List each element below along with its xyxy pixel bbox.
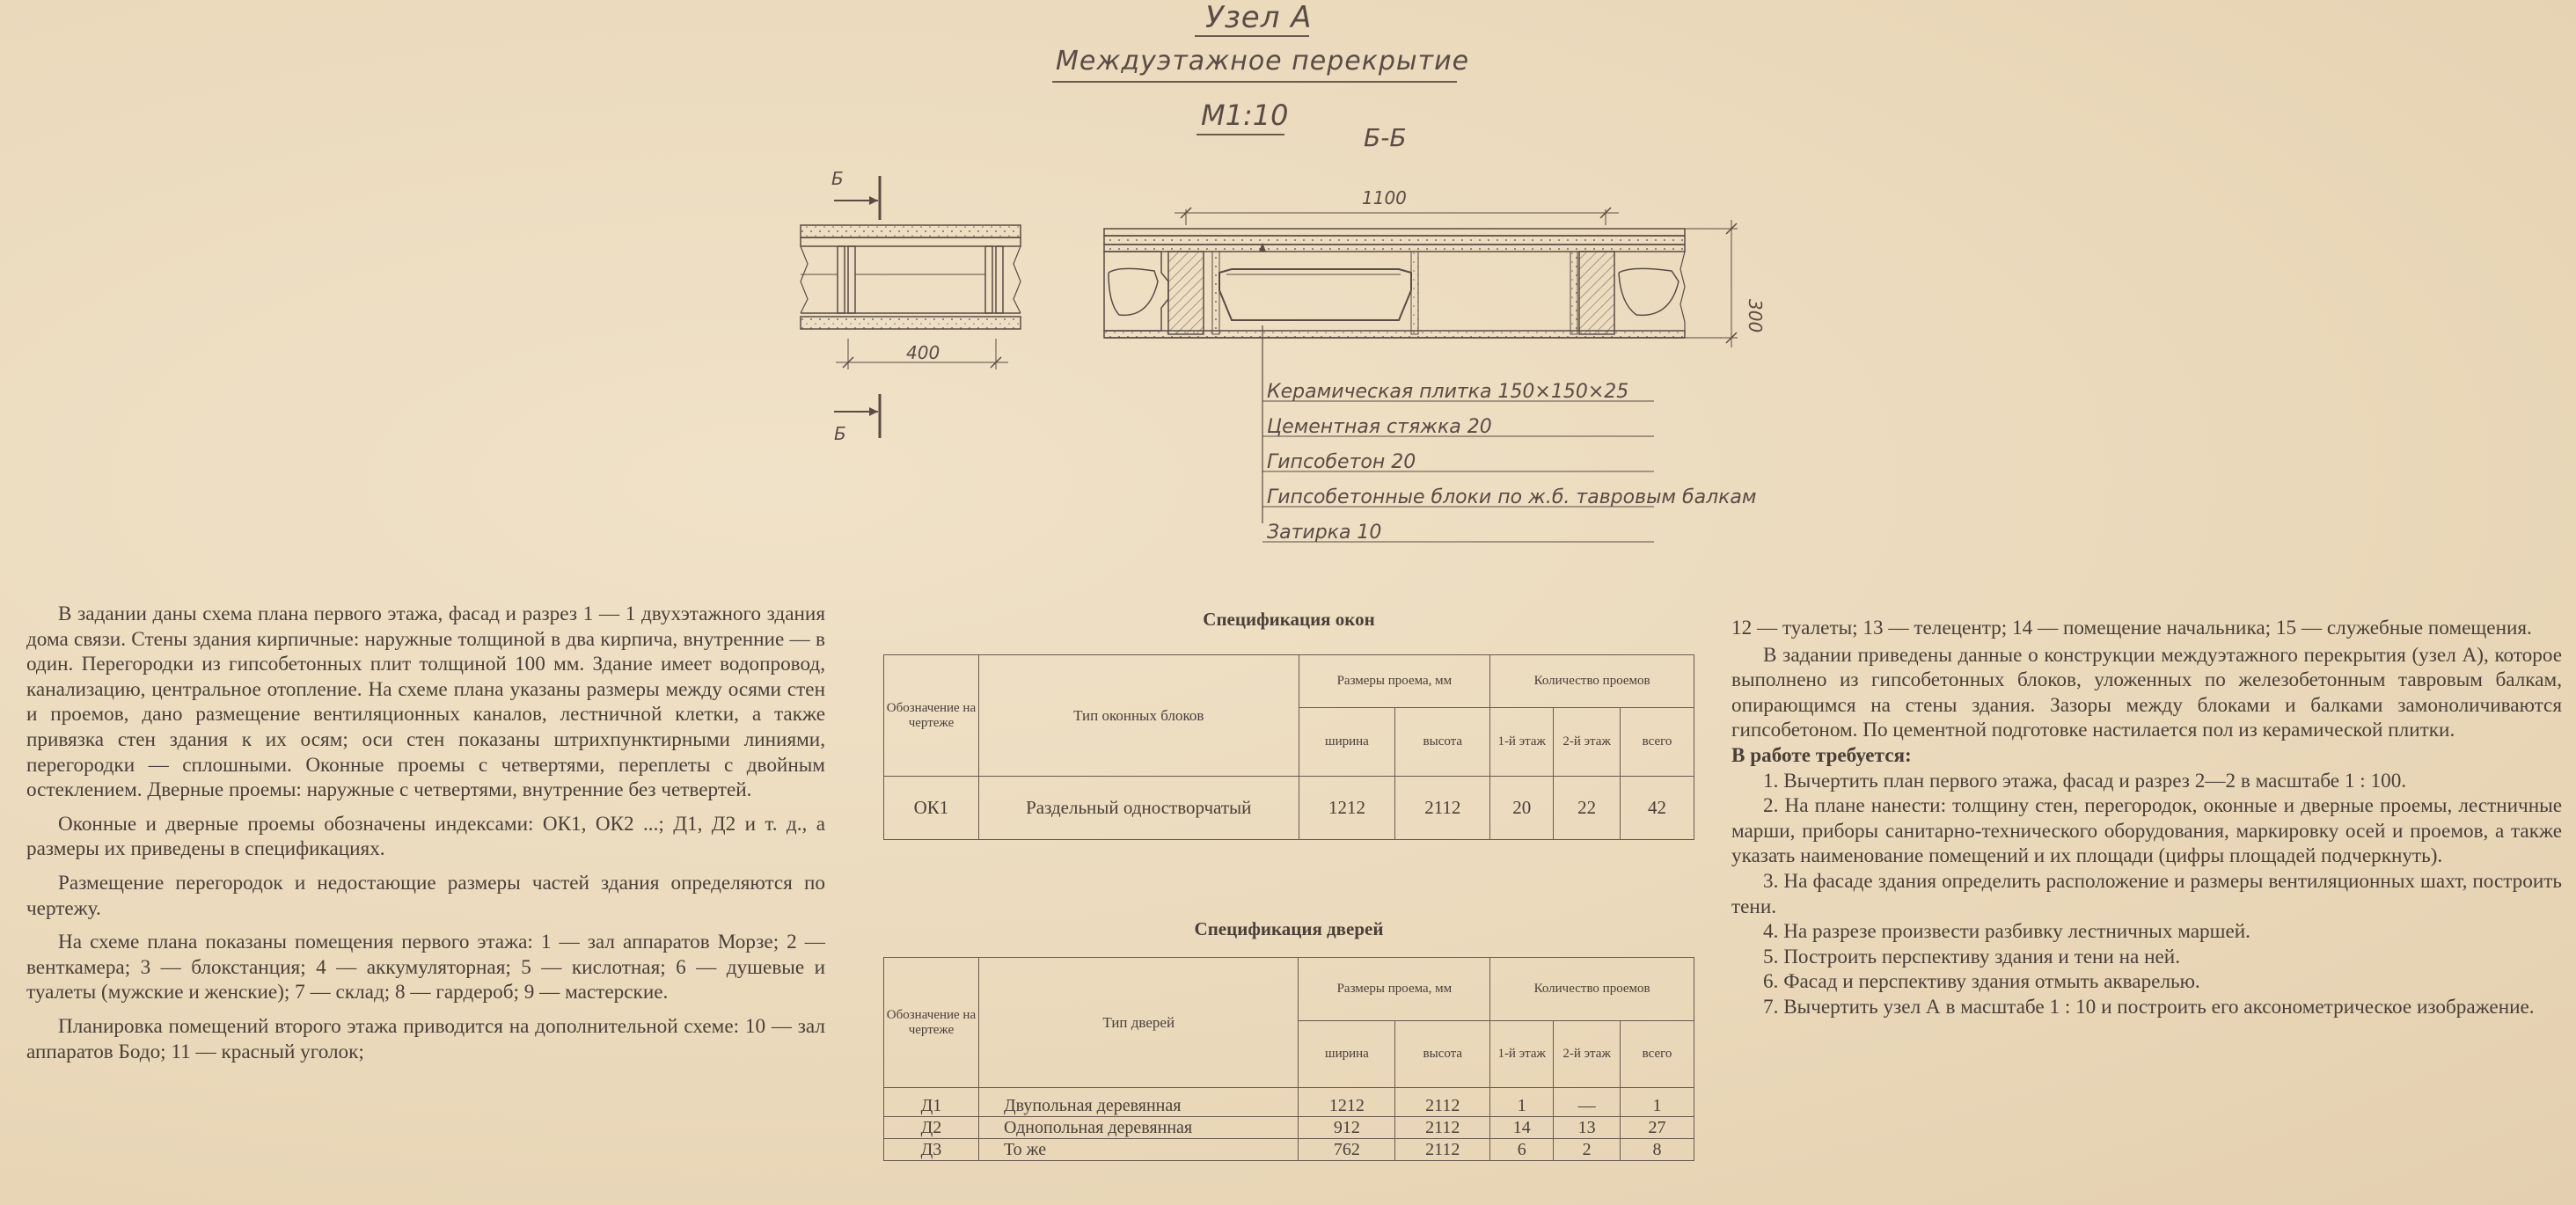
row-floor2: 13 [1554, 1117, 1621, 1139]
subtitle-underline [1052, 81, 1457, 83]
layer-label-5: Затирка 10 [1267, 522, 1382, 544]
paragraph: Оконные и дверные проемы обозначены индексами: ОК1, ОК2 ...; Д1, Д2 и т. д., а размеры их приведены в спецификациях. [26, 812, 825, 861]
drawing-title: Узел А [1205, 0, 1313, 35]
row-width: 912 [1299, 1117, 1395, 1139]
row-type: То же [978, 1139, 1299, 1161]
row-floor1: 20 [1490, 777, 1554, 840]
paragraph: Планировка помещений второго этажа приводится на дополнительной схеме: 10 — зал аппаратов Бодо; 11 — красный уголок; [26, 1014, 825, 1063]
row-type: Однопольная деревянная [978, 1117, 1299, 1139]
col-floor1: 1-й этаж [1490, 1021, 1554, 1088]
col-floor2: 2-й этаж [1554, 1021, 1621, 1088]
paragraph: В задании даны схема плана первого этажа, фасад и разрез 1 — 1 двухэтажного здания дома связи. Стены здания кирпичные: наружные толщиной в два кирпича, внутренние — в один. Перегородки из гипсобетонных плит толщиной 100 мм. Здание имеет водопровод, канализацию, центральное отопление. На схеме плана указаны размеры между осями стен и проемов, дано размещение вентиляционных каналов, лестничной клетки, а также привязка стен здания к их осям; оси стен показаны штрихпунктирными линиями, перегородки — сплошными. Оконные проемы с четвертями, переплеты с двойным остеклением. Дверные проемы: наружные с четвертями, внутренние без четвертей. [26, 602, 825, 802]
row-floor2: — [1554, 1088, 1621, 1117]
cut-label-top: Б [831, 168, 844, 189]
col-quantity: Количество проемов [1490, 958, 1694, 1021]
assignment-text-left [26, 602, 825, 1064]
windows-spec-table [883, 654, 1694, 840]
section-label: Б-Б [1364, 123, 1407, 152]
col-total: всего [1621, 708, 1694, 777]
requirement-item: 4. На разрезе произвести разбивку лестничных маршей. [1763, 920, 2250, 944]
col-height: высота [1395, 1021, 1490, 1088]
row-total: 27 [1621, 1117, 1694, 1139]
floor-section-drawing [774, 158, 1830, 554]
row-width: 1212 [1299, 1088, 1395, 1117]
row-total: 8 [1621, 1139, 1694, 1161]
layer-label-4: Гипсобетонные блоки по ж.б. тавровым балкам [1267, 486, 1757, 508]
col-floor1: 1-й этаж [1490, 708, 1554, 777]
windows-spec-title: Спецификация окон [1203, 609, 1375, 630]
scale-underline [1197, 134, 1284, 135]
drawing-subtitle: Междуэтажное перекрытие [1056, 46, 1470, 77]
row-type: Двупольная деревянная [978, 1088, 1299, 1117]
row-id: Д1 [884, 1088, 979, 1117]
paragraph: Размещение перегородок и недостающие размеры частей здания определяются по чертежу. [26, 871, 825, 920]
requirement-item: 3. На фасаде здания определить расположение и размеры вентиляционных шахт, построить тени. [1731, 869, 2562, 918]
row-id: Д2 [884, 1117, 979, 1139]
layer-label-2: Цементная стяжка 20 [1267, 416, 1492, 438]
layer-label-3: Гипсобетон 20 [1267, 451, 1416, 473]
requirements-heading: В работе требуется: [1731, 743, 1912, 767]
row-id: Д3 [884, 1139, 979, 1161]
row-height: 2112 [1395, 1088, 1490, 1117]
doors-spec-table [883, 957, 1694, 1161]
requirement-item: 6. Фасад и перспективу здания отмыть акварелью. [1763, 970, 2200, 994]
row-width: 762 [1299, 1139, 1395, 1161]
row-floor2: 22 [1554, 777, 1621, 840]
dimension-1100: 1100 [1362, 187, 1407, 208]
requirement-item: 1. Вычертить план первого этажа, фасад и разрез 2—2 в масштабе 1 : 100. [1763, 769, 2407, 792]
table-row [884, 1088, 1694, 1117]
col-quantity: Количество проемов [1490, 655, 1694, 708]
col-size: Размеры проема, мм [1299, 958, 1490, 1021]
col-width: ширина [1299, 708, 1395, 777]
col-designation: Обозначение на чертеже [884, 958, 979, 1088]
title-underline [1195, 35, 1309, 37]
col-total: всего [1621, 1021, 1694, 1088]
requirement-item: 5. Построить перспективу здания и тени на ней. [1763, 945, 2181, 968]
dimension-300: 300 [1745, 299, 1766, 333]
cut-label-bottom: Б [834, 423, 846, 444]
requirement-item: 7. Вычертить узел А в масштабе 1 : 10 и построить его аксонометрическое изображение. [1763, 995, 2535, 1019]
doors-spec-title: Спецификация дверей [1194, 918, 1384, 939]
table-row [884, 1139, 1694, 1161]
col-size: Размеры проема, мм [1299, 655, 1490, 708]
row-floor1: 1 [1490, 1088, 1554, 1117]
col-designation: Обозначение на чертеже [884, 655, 979, 777]
row-total: 42 [1621, 777, 1694, 840]
row-height: 2112 [1395, 777, 1490, 840]
paragraph: На схеме плана показаны помещения первого этажа: 1 — зал аппаратов Морзе; 2 — венткамера; 3 — блокстанция; 4 — аккумуляторная; 5 — кислотная; 6 — душевые и туалеты (мужские и женские); 7 — склад; 8 — гардероб; 9 — мастерские. [26, 931, 825, 1004]
col-floor2: 2-й этаж [1554, 708, 1621, 777]
col-type: Тип дверей [978, 958, 1299, 1088]
col-type: Тип оконных блоков [978, 655, 1299, 777]
row-floor2: 2 [1554, 1139, 1621, 1161]
row-id: ОК1 [884, 777, 979, 840]
row-floor1: 14 [1490, 1117, 1554, 1139]
col-width: ширина [1299, 1021, 1395, 1088]
row-height: 2112 [1395, 1139, 1490, 1161]
col-height: высота [1395, 708, 1490, 777]
row-total: 1 [1621, 1088, 1694, 1117]
layer-label-1: Керамическая плитка 150×150×25 [1267, 381, 1629, 403]
row-floor1: 6 [1490, 1139, 1554, 1161]
dimension-400: 400 [906, 342, 940, 363]
row-type: Раздельный одностворчатый [978, 777, 1299, 840]
row-height: 2112 [1395, 1117, 1490, 1139]
paragraph: В задании приведены данные о конструкции междуэтажного перекрытия (узел А), которое выполнено из гипсобетонных блоков, уложенных по железобетонным тавровым балкам, опирающимся на стены здания. Зазоры между блоками и балками замоноличиваются гипсобетоном. По цементной подготовке настилается пол из керамической плитки. [1731, 643, 2562, 742]
assignment-text-right [1731, 616, 2562, 1020]
requirement-item: 2. На плане нанести: толщину стен, перегородок, оконные и дверные проемы, лестничные марши, приборы санитарно-технического оборудования, маркировку осей и проемов, а также указать наименование помещений и их площади (цифры площадей подчеркнуть). [1731, 794, 2562, 868]
paragraph: 12 — туалеты; 13 — телецентр; 14 — помещение начальника; 15 — служебные помещения. [1731, 617, 2532, 639]
drawing-scale: М1:10 [1201, 99, 1289, 132]
table-row [884, 1117, 1694, 1139]
row-width: 1212 [1299, 777, 1395, 840]
table-row [884, 777, 1694, 840]
